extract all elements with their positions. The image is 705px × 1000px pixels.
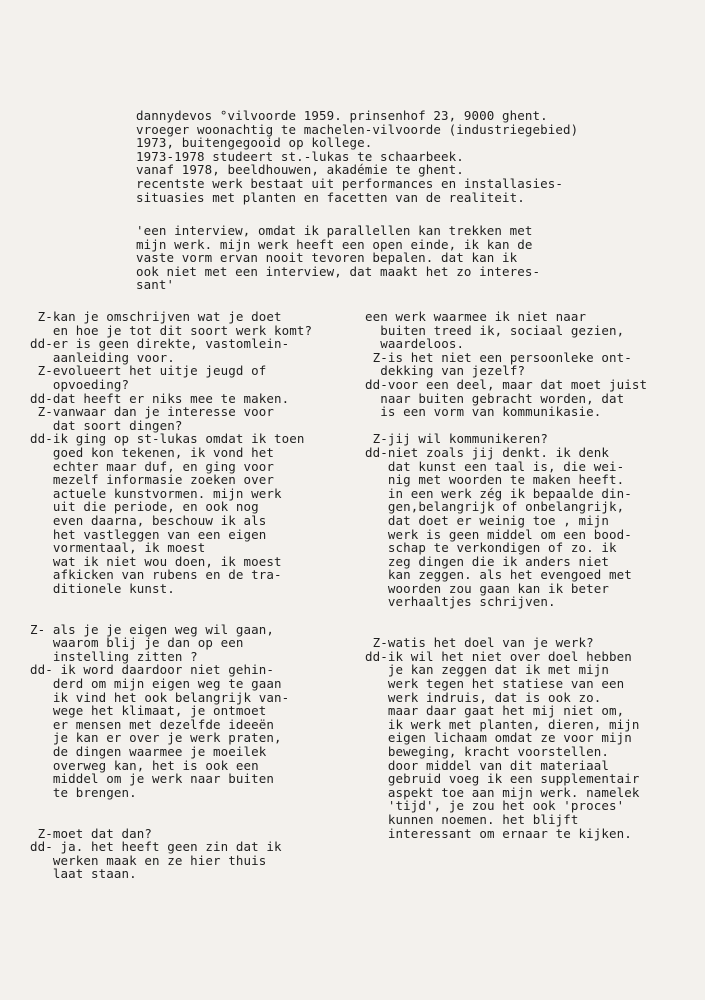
interview-line: dd-niet zoals jij denkt. ik denk [365, 444, 610, 460]
interview-line: even daarna, beschouw ik als [30, 512, 267, 528]
interview-right-column [365, 310, 647, 840]
interview-line: overweg kan, het is ook een [30, 757, 259, 773]
blank-line [30, 595, 312, 609]
interview-line: interessant om ernaar te kijken. [365, 825, 632, 841]
blank-line [30, 609, 312, 623]
interview-line: er mensen met dezelfde ideeën [30, 716, 275, 732]
interview-line: eigen lichaam omdat ze voor mijn [365, 730, 632, 746]
interview-line: Z- als je je eigen weg wil gaan, [30, 621, 275, 637]
interview-line: Z-is het niet een persoonleke ont- [365, 349, 632, 365]
bio-line: dannydevos °vilvoorde 1959. prinsenhof 23, 9000 ghent. [136, 108, 548, 123]
interview-line: wat ik niet wou doen, ik moest [30, 553, 282, 569]
interview-line: opvoeding? [30, 376, 130, 392]
interview-line: de dingen waarmee je moeilek [30, 744, 267, 759]
quote-line: mijn werk. mijn werk heeft een open einde, ik kan de [136, 236, 533, 252]
interview-line: is een vorm van kommunikasie. [365, 404, 602, 420]
interview-line: kan zeggen. als het evengoed met [365, 567, 632, 583]
interview-line: dat kunst een taal is, die wei- [365, 458, 625, 474]
bio-line: 1973-1978 studeert st.-lukas te schaarbeek. [136, 148, 464, 164]
interview-line: maar daar gaat het mij niet om, [365, 703, 625, 719]
interview-line: Z-jij wil kommunikeren? [365, 431, 549, 447]
interview-line: dat doet er weinig toe , mijn [365, 512, 610, 528]
interview-line: actuele kunstvormen. mijn werk [30, 485, 282, 501]
quote-line: 'een interview, omdat ik parallellen kan trekken met [136, 223, 533, 238]
interview-line: dd-ik wil het niet over doel hebben [365, 648, 632, 664]
interview-line: dat soort dingen? [30, 417, 183, 433]
interview-line: woorden zou gaan kan ik beter [365, 580, 610, 596]
bio-line: vanaf 1978, beeldhouwen, akadémie te ghent. [136, 162, 464, 178]
interview-line: dekking van jezelf? [365, 363, 526, 379]
bio-line: vroeger woonachtig te machelen-vilvoorde (industriegebied) [136, 121, 579, 137]
interview-line: Z-watis het doel van je werk? [365, 635, 594, 651]
interview-line: laat staan. [30, 866, 137, 882]
interview-line: verhaaltjes schrijven. [365, 594, 556, 610]
interview-line: werken maak en ze hier thuis [30, 852, 267, 868]
interview-line: te brengen. [30, 784, 137, 800]
bio-line: recentste werk bestaat uit performances en installasies- [136, 175, 564, 191]
interview-line: uit die periode, en ook nog [30, 499, 259, 515]
interview-line: dd- ja. het heeft geen zin dat ik [30, 839, 282, 855]
interview-line: aanleiding voor. [30, 349, 175, 365]
interview-line: mezelf informasie zoeken over [30, 472, 275, 488]
interview-line: een werk waarmee ik niet naar [365, 309, 587, 324]
interview-line: het vastleggen van een eigen [30, 526, 267, 542]
interview-line: naar buiten gebracht worden, dat [365, 390, 625, 406]
blank-line [365, 623, 647, 637]
interview-line: dd-ik ging op st-lukas omdat ik toen [30, 431, 305, 447]
interview-line: door middel van dit materiaal [365, 757, 610, 773]
interview-line: dd-voor een deel, maar dat moet juist [365, 376, 648, 392]
quote-line: vaste vorm ervan nooit tevoren bepalen. dat kan ik [136, 250, 518, 266]
interview-line: instelling zitten ? [30, 648, 198, 664]
interview-line: werk indruis, dat is ook zo. [365, 689, 602, 705]
interview-line: derd om mijn eigen weg te gaan [30, 676, 282, 692]
interview-line: dd- ik word daardoor niet gehin- [30, 662, 275, 678]
interview-line: werk tegen het statiese van een [365, 676, 625, 692]
interview-line: 'tijd', je zou het ook 'proces' [365, 798, 625, 814]
interview-line: gebruid voeg ik een supplementair [365, 771, 640, 787]
interview-line: buiten treed ik, sociaal gezien, [365, 322, 625, 338]
interview-line: wege het klimaat, je ontmoet [30, 703, 267, 719]
interview-line: Z-vanwaar dan je interesse voor [30, 404, 275, 420]
interview-line: gen,belangrijk of onbelangrijk, [365, 499, 625, 515]
interview-line: Z-kan je omschrijven wat je doet [30, 309, 282, 324]
interview-line: goed kon tekenen, ik vond het [30, 444, 275, 460]
interview-line: ik werk met planten, dieren, mijn [365, 716, 640, 732]
interview-line: Z-evolueert het uitje jeugd of [30, 363, 267, 379]
artist-quote [136, 224, 540, 292]
interview-line: en hoe je tot dit soort werk komt? [30, 322, 313, 338]
interview-line: beweging, kracht voorstellen. [365, 744, 610, 759]
interview-line: Z-moet dat dan? [30, 825, 153, 841]
interview-line: kunnen noemen. het blijft [365, 811, 579, 827]
interview-line: zeg dingen die ik anders niet [365, 553, 610, 569]
blank-line [30, 799, 312, 813]
quote-line: ook niet met een interview, dat maakt het zo interes- [136, 263, 541, 279]
interview-line: middel om je werk naar buiten [30, 771, 275, 787]
bio-line: 1973, buitengegooid op kollege. [136, 135, 373, 151]
bio-line: situasies met planten en facetten van de realiteit. [136, 189, 525, 205]
interview-line: werk is geen middel om een bood- [365, 526, 632, 542]
interview-line: echter maar duf, en ging voor [30, 458, 275, 474]
interview-left-column [30, 310, 312, 881]
interview-line: waardeloos. [365, 336, 465, 352]
interview-line: je kan zeggen dat ik met mijn [365, 662, 610, 678]
artist-bio [136, 109, 578, 204]
blank-line [365, 609, 647, 623]
interview-line: dd-dat heeft er niks mee te maken. [30, 390, 290, 406]
quote-line: sant' [136, 277, 175, 293]
interview-line: in een werk zég ik bepaalde din- [365, 485, 632, 501]
interview-line: ditionele kunst. [30, 580, 175, 596]
interview-line: nig met woorden te maken heeft. [365, 472, 625, 488]
blank-line [365, 419, 647, 433]
interview-line: je kan er over je werk praten, [30, 730, 282, 746]
interview-line: schap te verkondigen of zo. ik [365, 540, 617, 556]
interview-line: aspekt toe aan mijn werk. namelek [365, 784, 640, 800]
interview-line: afkicken van rubens en de tra- [30, 567, 282, 583]
interview-line: dd-er is geen direkte, vastomlein- [30, 336, 290, 352]
interview-line: waarom blij je dan op een [30, 635, 244, 651]
blank-line [30, 813, 312, 827]
interview-line: ik vind het ook belangrijk van- [30, 689, 290, 705]
interview-line: vormentaal, ik moest [30, 540, 206, 556]
